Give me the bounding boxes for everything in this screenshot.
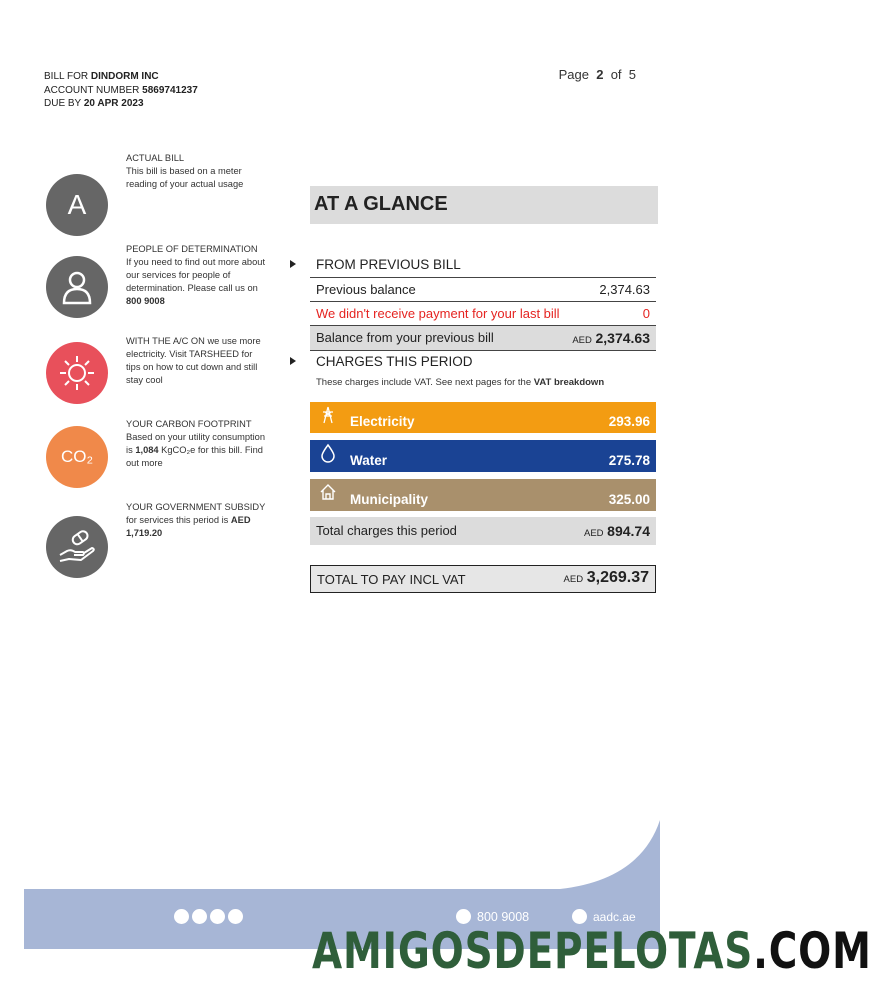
person-icon [46,256,108,318]
info-title: PEOPLE OF DETERMINATION [126,244,258,254]
letter-a-icon: A [46,174,108,236]
info-title: ACTUAL BILL [126,153,185,163]
row-value: AED 3,269.37 [563,569,649,586]
row-value: 2,374.63 [599,282,650,297]
section-title: AT A GLANCE [314,193,448,215]
instagram-icon[interactable] [210,909,225,924]
electricity-pylon-icon [318,405,338,425]
row-value: 0 [642,306,650,321]
no-payment-row [310,302,656,325]
government-subsidy-info [126,501,266,540]
balance-previous-row [310,325,656,351]
info-title: YOUR CARBON FOOTPRINT [126,419,252,429]
row-label: Previous balance [316,282,416,297]
facebook-icon[interactable] [228,909,243,924]
ac-info [126,335,266,387]
electricity-bar [310,402,656,433]
at-a-glance-header [310,186,658,224]
charges-note: These charges include VAT. See next pages for the VAT breakdown [316,377,605,388]
total-charges-row [310,517,656,545]
water-drop-icon [318,443,338,463]
carbon-footprint-info [126,418,266,470]
utility-label: Electricity [350,414,415,429]
info-body: Based on your utility consumption is 1,084 KgCO₂e for this bill. Find out more [126,432,266,468]
youtube-icon[interactable] [192,909,207,924]
row-value: AED 2,374.63 [572,330,650,346]
info-body: This bill is based on a meter reading of your actual usage [126,166,244,189]
bullet-arrow-icon [290,357,296,365]
social-icons [174,909,243,924]
municipality-bar [310,479,656,511]
row-label: Total charges this period [316,523,457,538]
phone-number: 800 9008 [477,909,530,924]
people-of-determination-info [126,243,266,308]
website-link: aadc.ae [593,909,636,924]
water-bar [310,440,656,472]
info-body: If you need to find out more about our services for people of determination. Please call us on 800 9008 [126,257,266,306]
charges-period-heading: CHARGES THIS PERIOD [316,354,473,369]
due-date-line: DUE BY 20 APR 2023 [44,98,144,109]
info-body: YOUR GOVERNMENT SUBSIDY for services this period is AED 1,719.20 [126,502,266,538]
utility-value: 293.96 [608,414,650,429]
total-to-pay-row [310,565,656,593]
sun-icon [46,342,108,404]
previous-balance-row [310,278,656,301]
previous-bill-heading: FROM PREVIOUS BILL [316,257,461,272]
bill-for-line: BILL FOR DINDORM INC [44,71,159,82]
row-label: We didn't receive payment for your last bill [316,306,560,321]
bill-header [44,70,198,111]
co2-icon: CO₂ [46,426,108,488]
info-body: WITH THE A/C ON we use more electricity. Visit TARSHEED for tips on how to cut down and still stay cool [126,336,261,385]
house-icon [318,482,338,502]
row-label: TOTAL TO PAY INCL VAT [317,572,466,587]
account-number-line: ACCOUNT NUMBER 5869741237 [44,84,198,96]
row-value: AED 894.74 [584,523,650,539]
page-indicator: Page 2 of 5 [558,67,636,82]
watermark: AMIGOSDEPELOTAS.COM [312,922,872,980]
subsidy-hand-icon [46,516,108,578]
actual-bill-info [126,152,266,191]
utility-label: Water [350,453,388,468]
row-label: Balance from your previous bill [316,330,494,345]
utility-label: Municipality [350,492,429,507]
bullet-arrow-icon [290,260,296,268]
utility-value: 325.00 [608,492,650,507]
twitter-icon[interactable] [174,909,189,924]
utility-value: 275.78 [608,453,650,468]
